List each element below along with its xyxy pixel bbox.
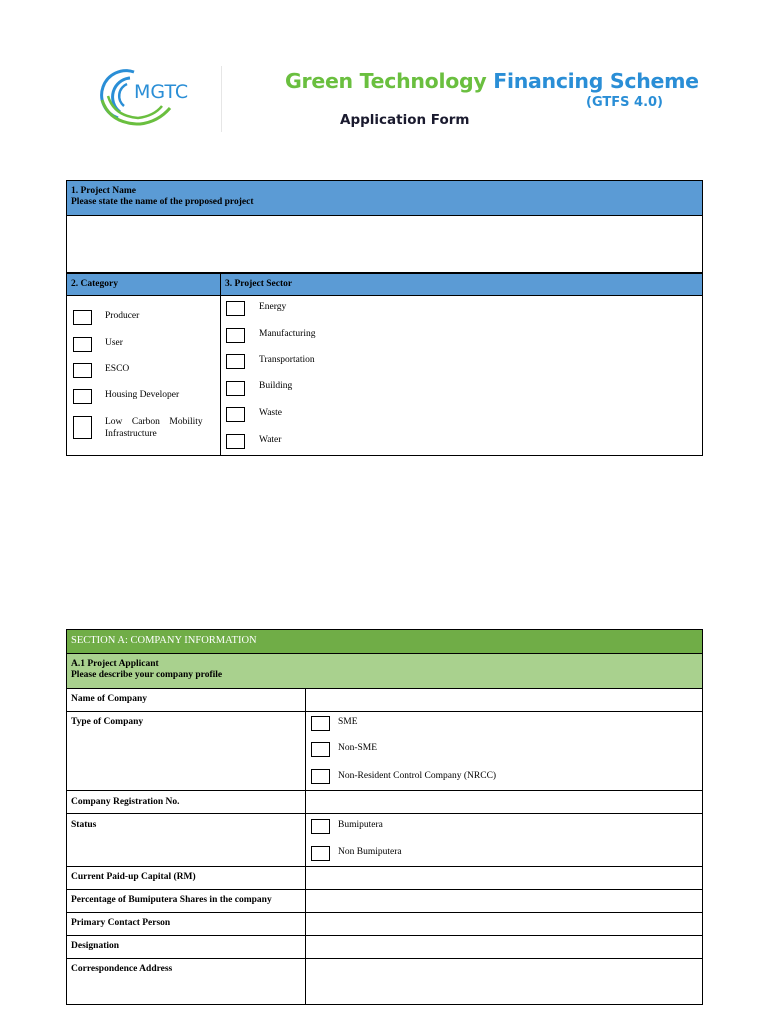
- row-label-name-of-company: Name of Company: [71, 694, 147, 704]
- mgtc-logo: [100, 66, 220, 132]
- scheme-title: [285, 69, 699, 93]
- checkbox-waste[interactable]: [226, 407, 245, 422]
- row-label-type-of-company: Type of Company: [71, 717, 144, 727]
- sector-label-energy: Energy: [259, 302, 287, 312]
- registration-no-input[interactable]: [306, 791, 702, 813]
- checkbox-non-sme[interactable]: [311, 742, 330, 757]
- correspondence-address-input[interactable]: [306, 959, 702, 1004]
- checkbox-manufacturing[interactable]: [226, 328, 245, 343]
- bumiputera-shares-input[interactable]: [306, 890, 702, 912]
- checkbox-transportation[interactable]: [226, 354, 245, 369]
- category-heading: 2. Category: [71, 279, 118, 289]
- sector-label-waste: Waste: [259, 408, 282, 418]
- title-blue-part: Financing Scheme: [493, 69, 699, 93]
- status-label-bumiputera: Bumiputera: [338, 820, 383, 830]
- row-label-registration-no: Company Registration No.: [71, 797, 180, 807]
- project-name-input[interactable]: [67, 216, 702, 271]
- row-label-paid-up-capital: Current Paid-up Capital (RM): [71, 872, 196, 882]
- checkbox-esco[interactable]: [73, 363, 92, 378]
- checkbox-housing-developer[interactable]: [73, 389, 92, 404]
- section-a-title: SECTION A: COMPANY INFORMATION: [71, 635, 257, 646]
- category-label-housing-developer: Housing Developer: [105, 390, 180, 400]
- title-green-part: Green Technology: [285, 69, 487, 93]
- checkbox-producer[interactable]: [73, 310, 92, 325]
- project-name-heading: 1. Project Name: [71, 186, 136, 196]
- section-a-sub-instruction: Please describe your company profile: [71, 670, 223, 680]
- designation-input[interactable]: [306, 936, 702, 958]
- row-label-primary-contact: Primary Contact Person: [71, 918, 171, 928]
- form-label: Application Form: [340, 112, 470, 128]
- sector-heading: 3. Project Sector: [225, 279, 293, 289]
- sector-label-transportation: Transportation: [259, 355, 315, 365]
- checkbox-building[interactable]: [226, 381, 245, 396]
- logo-divider: [221, 66, 222, 132]
- logo-text: MGTC: [134, 81, 189, 103]
- sector-label-water: Water: [259, 435, 282, 445]
- section-a-sub-heading: A.1 Project Applicant: [71, 659, 159, 669]
- type-label-non-sme: Non-SME: [338, 743, 378, 753]
- primary-contact-input[interactable]: [306, 913, 702, 935]
- scheme-version: (GTFS 4.0): [586, 95, 663, 110]
- category-label-producer: Producer: [105, 311, 140, 321]
- sector-label-manufacturing: Manufacturing: [259, 329, 316, 339]
- sector-label-building: Building: [259, 381, 293, 391]
- status-label-non-bumiputera: Non Bumiputera: [338, 847, 402, 857]
- type-label-sme: SME: [338, 717, 358, 727]
- checkbox-bumiputera[interactable]: [311, 819, 330, 834]
- checkbox-energy[interactable]: [226, 301, 245, 316]
- paid-up-capital-input[interactable]: [306, 867, 702, 889]
- checkbox-water[interactable]: [226, 434, 245, 449]
- checkbox-user[interactable]: [73, 337, 92, 352]
- name-of-company-input[interactable]: [306, 689, 702, 711]
- category-label-low-carbon-line1: Low Carbon Mobility: [105, 417, 203, 427]
- checkbox-nrcc[interactable]: [311, 769, 330, 784]
- category-label-user: User: [105, 338, 123, 348]
- type-label-nrcc: Non-Resident Control Company (NRCC): [338, 771, 497, 781]
- category-label-low-carbon-line2: Infrastructure: [105, 429, 157, 439]
- row-label-status: Status: [71, 820, 97, 830]
- checkbox-low-carbon-mobility[interactable]: [73, 416, 92, 439]
- category-sector-header: [66, 273, 703, 295]
- project-name-instruction: Please state the name of the proposed project: [71, 197, 254, 207]
- row-label-bumiputera-shares: Percentage of Bumiputera Shares in the company: [71, 895, 272, 905]
- category-label-esco: ESCO: [105, 364, 130, 374]
- row-label-correspondence-address: Correspondence Address: [71, 964, 173, 974]
- checkbox-sme[interactable]: [311, 716, 330, 731]
- row-label-designation: Designation: [71, 941, 120, 951]
- checkbox-non-bumiputera[interactable]: [311, 846, 330, 861]
